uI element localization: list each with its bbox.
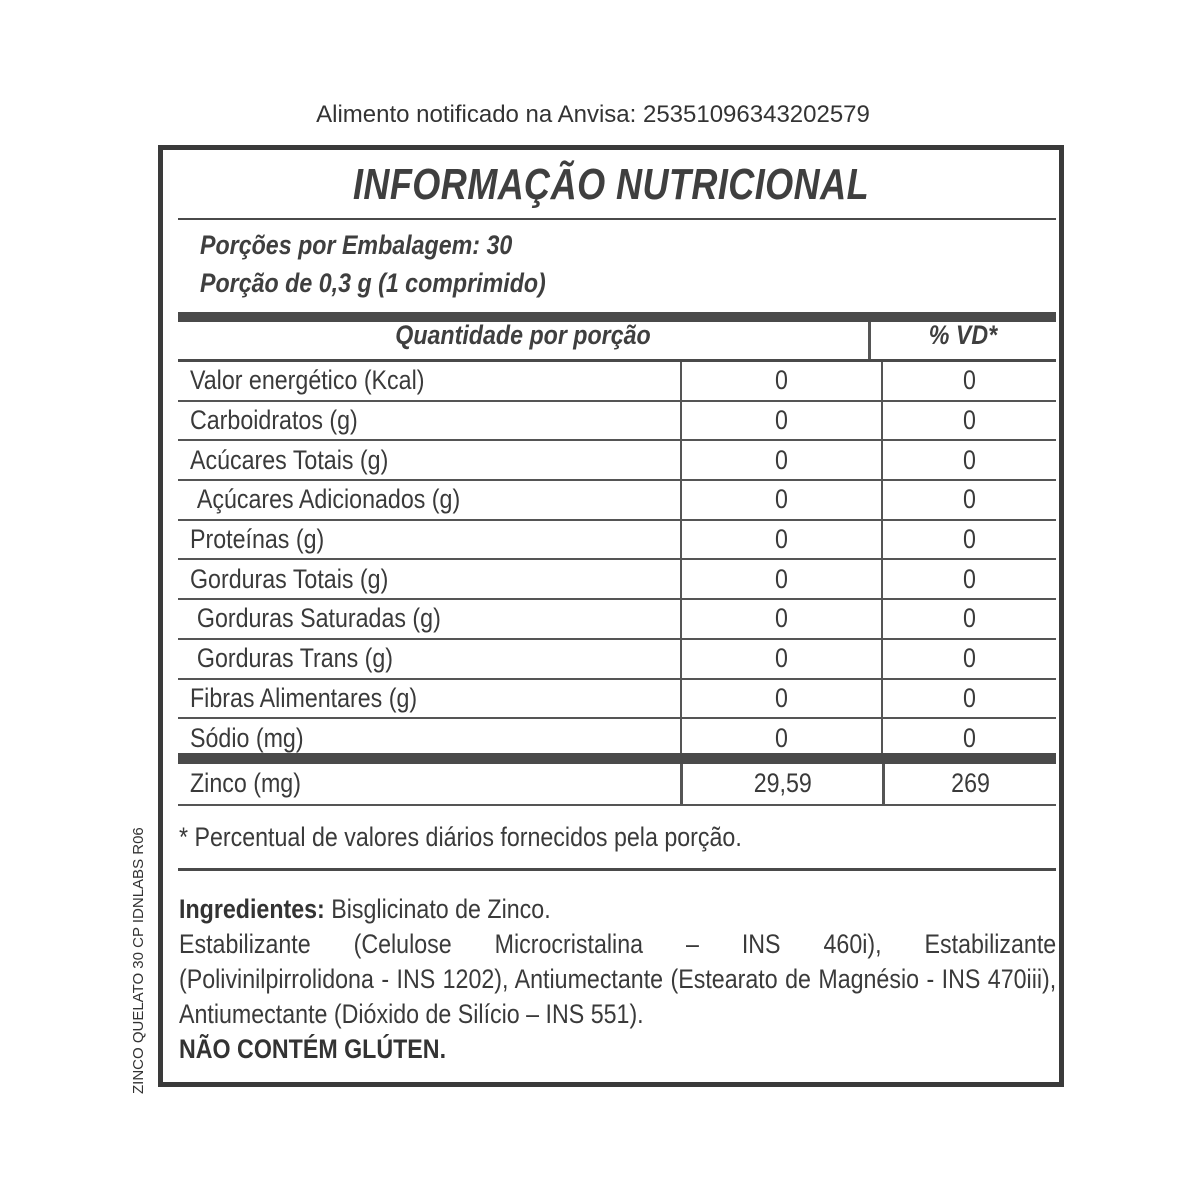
servings-per-package: Porções por Embalagem: 30	[200, 230, 513, 260]
divider-thick-zinc	[178, 753, 1056, 764]
row-label: Fibras Alimentares (g)	[178, 679, 681, 719]
row-label: Gorduras Trans (g)	[178, 639, 681, 679]
ingredients-line1: Estabilizante (Celulose Microcristalina – INS 460i), Estabilizante	[179, 929, 1057, 959]
zinc-row	[178, 764, 1056, 806]
divider-thin	[178, 218, 1056, 220]
ingredients-rest: (Polivinilpirrolidona - INS 1202), Antiumectante (Estearato de Magnésio - INS 470iii), Antiumectante (Dióxido de Silício – INS 551).	[179, 964, 1057, 1029]
nutrition-table	[178, 362, 1056, 759]
zinc-qty: 29,59	[753, 768, 812, 798]
table-row	[178, 362, 1056, 401]
row-vd: 0	[882, 362, 1056, 401]
row-label: Sódio (mg)	[178, 718, 681, 758]
product-code: ZINCO QUELATO 30 CP IDNLABS R06	[130, 827, 147, 1094]
divider-footnote	[178, 868, 1056, 871]
footnote: * Percentual de valores diários fornecidos pela porção.	[179, 822, 742, 852]
table-row	[178, 401, 1056, 441]
row-vd: 0	[882, 639, 1056, 679]
nutrition-facts-panel	[158, 145, 1064, 1087]
ingredients-first: Bisglicinato de Zinco.	[324, 894, 551, 924]
row-label: Proteínas (g)	[178, 520, 681, 560]
row-vd: 0	[882, 599, 1056, 639]
row-vd: 0	[882, 679, 1056, 719]
header-divider	[868, 322, 871, 362]
ingredients-label: Ingredientes:	[179, 894, 325, 924]
zinc-label: Zinco (mg)	[190, 768, 301, 798]
table-row	[178, 639, 1056, 679]
panel-title: INFORMAÇÃO NUTRICIONAL	[352, 160, 870, 209]
row-quantity: 0	[681, 599, 882, 639]
table-row	[178, 679, 1056, 719]
row-label: Carboidratos (g)	[178, 401, 681, 441]
row-vd: 0	[882, 440, 1056, 480]
anvisa-notice: Alimento notificado na Anvisa: 25351096343202579	[316, 101, 870, 128]
header-quantity: Quantidade por porção	[395, 320, 651, 350]
row-quantity: 0	[681, 718, 882, 758]
header-vd: % VD*	[928, 320, 998, 350]
row-vd: 0	[882, 480, 1056, 520]
gluten-notice: NÃO CONTÉM GLÚTEN.	[179, 1034, 447, 1064]
table-row	[178, 599, 1056, 639]
row-vd: 0	[882, 559, 1056, 599]
row-label: Gorduras Saturadas (g)	[178, 599, 681, 639]
table-row	[178, 718, 1056, 758]
row-quantity: 0	[681, 362, 882, 401]
table-row	[178, 559, 1056, 599]
ingredients-block	[179, 892, 1056, 1067]
table-row	[178, 480, 1056, 520]
row-label: Gorduras Totais (g)	[178, 559, 681, 599]
portion-size: Porção de 0,3 g (1 comprimido)	[200, 268, 546, 298]
row-label: Açúcares Adicionados (g)	[178, 480, 681, 520]
row-vd: 0	[882, 401, 1056, 441]
table-row	[178, 440, 1056, 480]
row-label: Valor energético (Kcal)	[178, 362, 681, 401]
row-quantity: 0	[681, 440, 882, 480]
zinc-vd: 269	[951, 768, 990, 798]
table-row	[178, 520, 1056, 560]
row-quantity: 0	[681, 679, 882, 719]
row-quantity: 0	[681, 639, 882, 679]
row-vd: 0	[882, 718, 1056, 758]
row-quantity: 0	[681, 559, 882, 599]
row-quantity: 0	[681, 480, 882, 520]
row-label: Acúcares Totais (g)	[178, 440, 681, 480]
row-vd: 0	[882, 520, 1056, 560]
row-quantity: 0	[681, 520, 882, 560]
row-quantity: 0	[681, 401, 882, 441]
